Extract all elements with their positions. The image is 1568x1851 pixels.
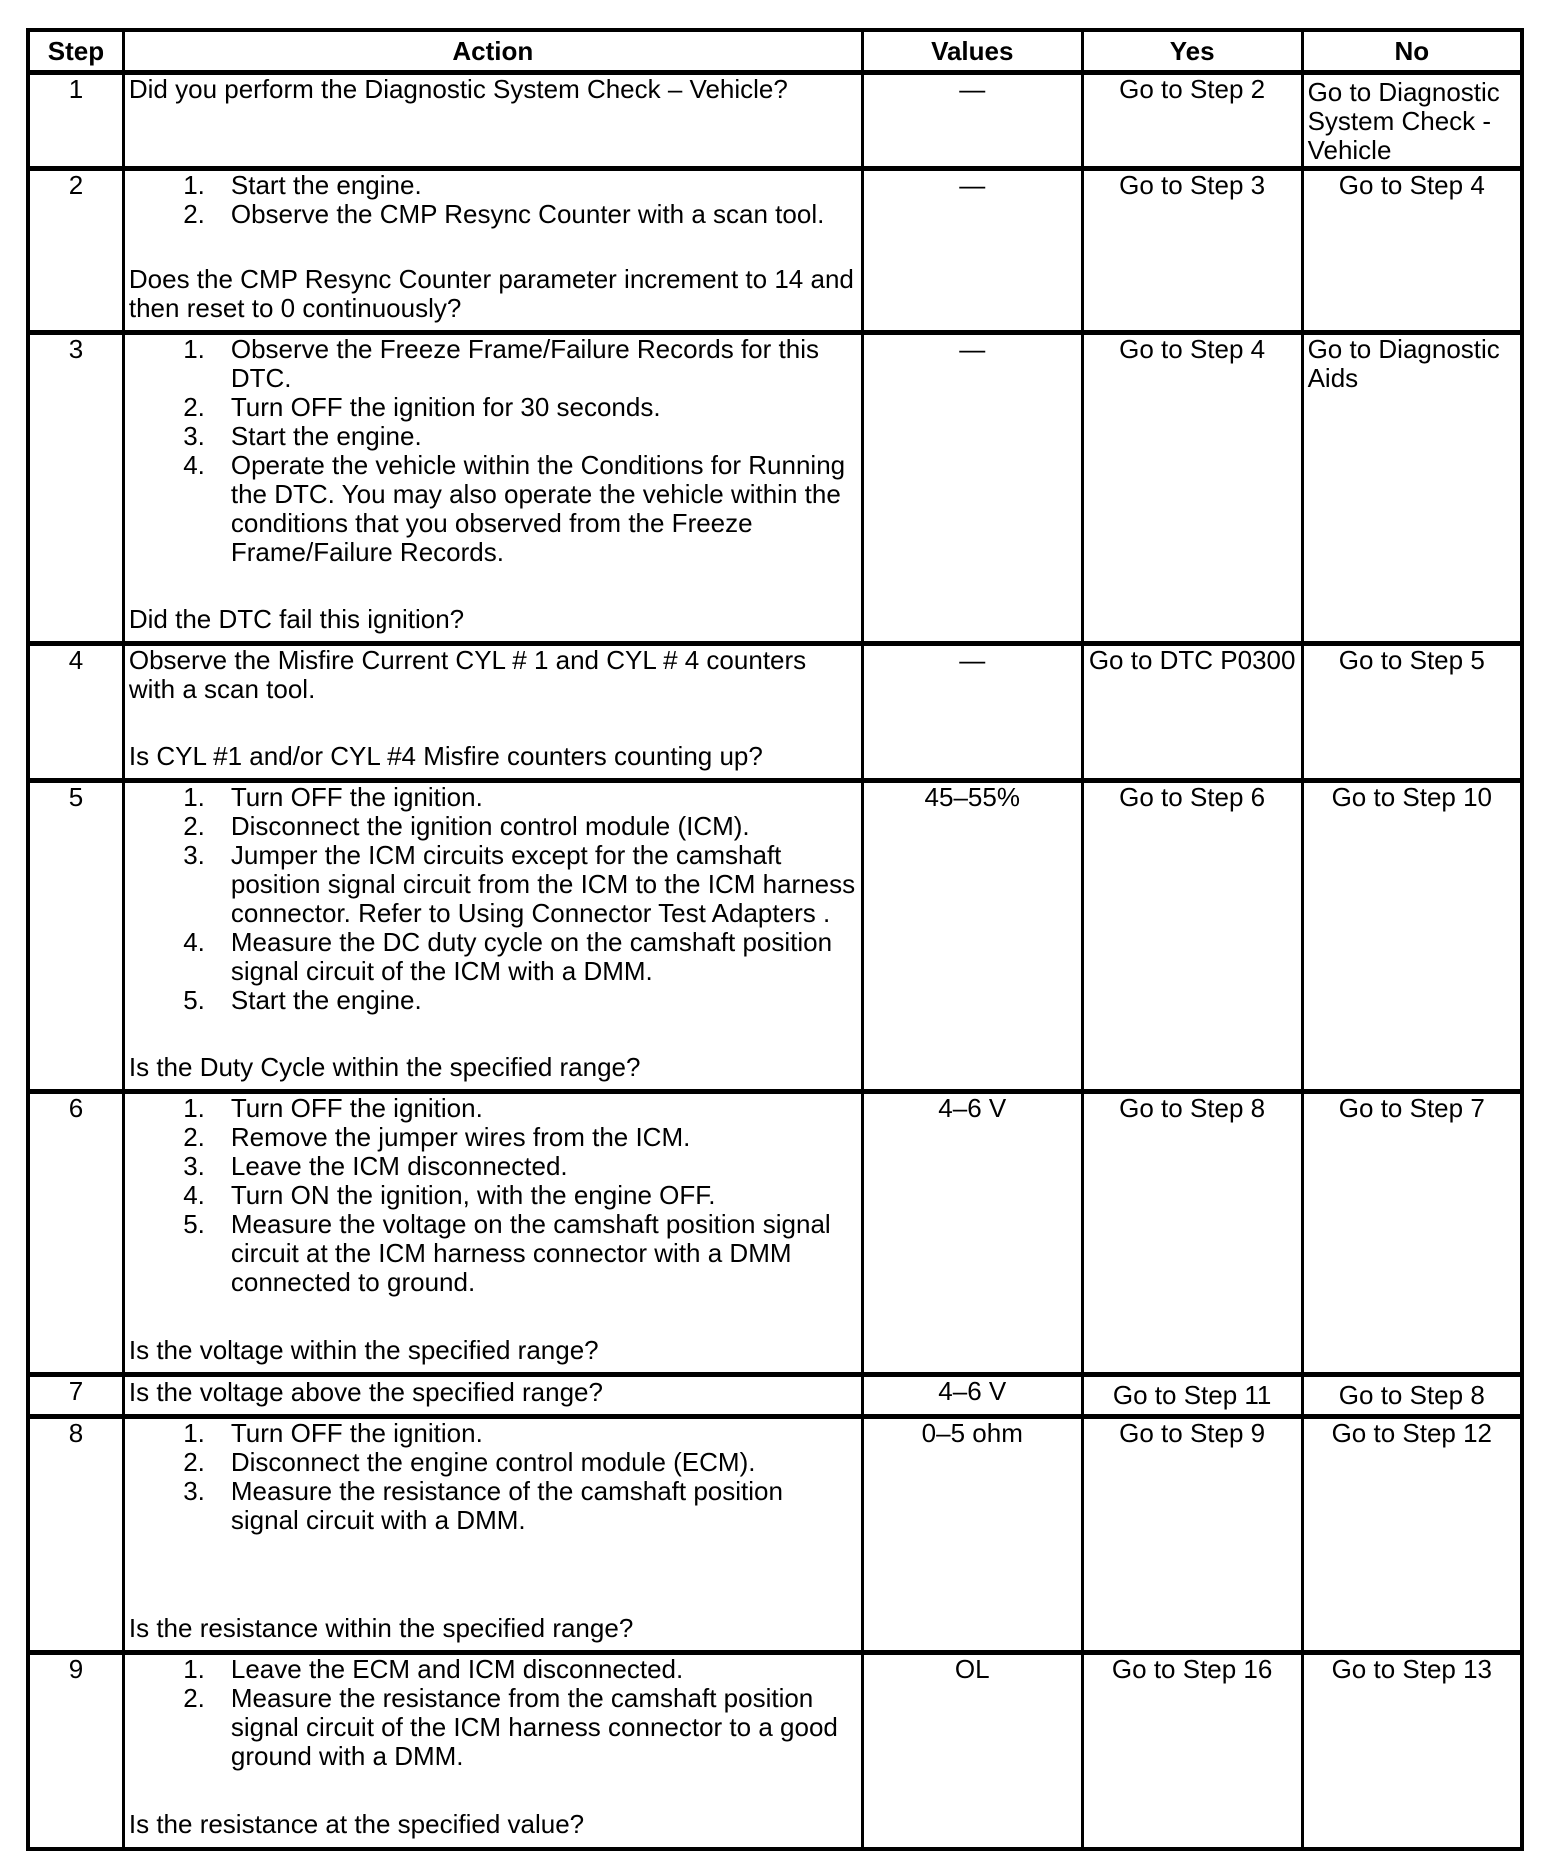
action-steps-list bbox=[129, 171, 857, 229]
action-cell bbox=[123, 1375, 862, 1417]
step-item-text: Turn OFF the ignition. bbox=[230, 1418, 483, 1448]
yes-cell: Go to Step 3 bbox=[1082, 169, 1302, 333]
step-item-text: Jumper the ICM circuits except for the camshaft position signal circuit from the ICM to the ICM harness connector. Refer to Using Connector Test Adapters . bbox=[230, 840, 856, 928]
action-question: Is the voltage above the specified range? bbox=[128, 1376, 603, 1407]
step-item-text: Observe the CMP Resync Counter with a scan tool. bbox=[230, 199, 825, 229]
values-cell: 4–6 V bbox=[862, 1092, 1082, 1375]
step-item-text: Start the engine. bbox=[230, 421, 422, 451]
step-item-number: 5. bbox=[183, 985, 205, 1015]
list-item bbox=[129, 1684, 857, 1771]
no-cell: Go to Step 5 bbox=[1302, 644, 1522, 781]
table-row bbox=[28, 781, 1522, 1092]
values-cell: — bbox=[862, 73, 1082, 169]
step-item-text: Measure the DC duty cycle on the camshaft position signal circuit of the ICM with a DMM. bbox=[230, 927, 833, 986]
list-item bbox=[129, 986, 857, 1015]
diagnostic-table-sheet bbox=[26, 28, 1524, 1851]
action-cell bbox=[123, 169, 862, 333]
action-cell bbox=[123, 1653, 862, 1849]
values-cell: 45–55% bbox=[862, 781, 1082, 1092]
step-item-number: 4. bbox=[183, 927, 205, 957]
list-item bbox=[129, 171, 857, 200]
header-values: Values bbox=[862, 30, 1082, 73]
step-item-number: 1. bbox=[183, 170, 205, 200]
list-item bbox=[129, 1094, 857, 1123]
list-item bbox=[129, 1419, 857, 1448]
step-number: 7 bbox=[28, 1375, 123, 1417]
step-item-text: Leave the ECM and ICM disconnected. bbox=[230, 1654, 684, 1684]
step-item-number: 4. bbox=[183, 450, 205, 480]
table-row bbox=[28, 1653, 1522, 1849]
yes-cell: Go to Step 9 bbox=[1082, 1417, 1302, 1653]
step-number: 3 bbox=[28, 333, 123, 644]
action-question: Did the DTC fail this ignition? bbox=[128, 604, 465, 634]
step-item-number: 2. bbox=[183, 1447, 205, 1477]
list-item bbox=[129, 451, 857, 567]
action-steps-list bbox=[129, 1655, 857, 1771]
table-row bbox=[28, 1417, 1522, 1653]
step-number: 6 bbox=[28, 1092, 123, 1375]
action-steps-list bbox=[129, 783, 857, 1015]
action-question: Is the Duty Cycle within the specified range? bbox=[128, 1052, 641, 1082]
table-row bbox=[28, 333, 1522, 644]
list-item bbox=[129, 841, 857, 928]
step-item-text: Start the engine. bbox=[230, 170, 422, 200]
table-row bbox=[28, 1375, 1522, 1417]
step-item-number: 1. bbox=[183, 1093, 205, 1123]
step-item-number: 3. bbox=[183, 421, 205, 451]
step-item-text: Disconnect the ignition control module (ICM). bbox=[230, 811, 750, 841]
action-cell bbox=[123, 333, 862, 644]
step-item-text: Measure the resistance from the camshaft position signal circuit of the ICM harness connector to a good ground with a DMM. bbox=[230, 1683, 838, 1771]
step-item-number: 4. bbox=[183, 1180, 205, 1210]
step-item-text: Turn OFF the ignition. bbox=[230, 782, 483, 812]
step-number: 9 bbox=[28, 1653, 123, 1849]
list-item bbox=[129, 1123, 857, 1152]
list-item bbox=[129, 422, 857, 451]
step-item-text: Start the engine. bbox=[230, 985, 422, 1015]
action-steps-list bbox=[129, 335, 857, 567]
step-item-number: 3. bbox=[183, 1151, 205, 1181]
step-item-text: Turn OFF the ignition for 30 seconds. bbox=[230, 392, 661, 422]
step-item-number: 1. bbox=[183, 782, 205, 812]
no-cell: Go to Diagnostic Aids bbox=[1302, 333, 1522, 644]
no-cell: Go to Step 4 bbox=[1302, 169, 1522, 333]
step-item-text: Remove the jumper wires from the ICM. bbox=[230, 1122, 691, 1152]
action-steps-list bbox=[129, 1419, 857, 1535]
values-cell: — bbox=[862, 169, 1082, 333]
list-item bbox=[129, 928, 857, 986]
yes-cell: Go to DTC P0300 bbox=[1082, 644, 1302, 781]
step-item-number: 1. bbox=[183, 1418, 205, 1448]
table-row bbox=[28, 644, 1522, 781]
step-item-number: 2. bbox=[183, 199, 205, 229]
no-cell: Go to Diagnostic System Check - Vehicle bbox=[1302, 73, 1522, 169]
no-cell: Go to Step 13 bbox=[1302, 1653, 1522, 1849]
values-cell: 4–6 V bbox=[862, 1375, 1082, 1417]
list-item bbox=[129, 1448, 857, 1477]
list-item bbox=[129, 783, 857, 812]
action-cell bbox=[123, 1092, 862, 1375]
no-cell: Go to Step 10 bbox=[1302, 781, 1522, 1092]
list-item bbox=[129, 335, 857, 393]
action-question: Is the voltage within the specified range? bbox=[128, 1335, 599, 1365]
list-item bbox=[129, 393, 857, 422]
step-item-text: Measure the resistance of the camshaft position signal circuit with a DMM. bbox=[230, 1476, 783, 1535]
step-item-number: 2. bbox=[183, 1683, 205, 1713]
header-step: Step bbox=[28, 30, 123, 73]
action-cell bbox=[123, 73, 862, 169]
action-question: Is CYL #1 and/or CYL #4 Misfire counters counting up? bbox=[128, 741, 763, 771]
step-item-text: Operate the vehicle within the Conditions for Running the DTC. You may also operate the vehicle within the conditions that you observed from the Freeze Frame/Failure Records. bbox=[230, 450, 846, 567]
step-item-number: 5. bbox=[183, 1209, 205, 1239]
step-number: 4 bbox=[28, 644, 123, 781]
action-intro: Observe the Misfire Current CYL # 1 and CYL # 4 counters with a scan tool. bbox=[128, 645, 807, 704]
step-item-number: 1. bbox=[183, 1654, 205, 1684]
no-cell: Go to Step 12 bbox=[1302, 1417, 1522, 1653]
yes-cell: Go to Step 8 bbox=[1082, 1092, 1302, 1375]
step-item-text: Observe the Freeze Frame/Failure Records for this DTC. bbox=[230, 334, 819, 393]
action-question: Did you perform the Diagnostic System Check – Vehicle? bbox=[128, 74, 788, 104]
header-yes: Yes bbox=[1082, 30, 1302, 73]
step-item-text: Measure the voltage on the camshaft position signal circuit at the ICM harness connector with a DMM connected to ground. bbox=[230, 1209, 831, 1297]
action-question: Is the resistance within the specified range? bbox=[128, 1613, 634, 1643]
no-cell: Go to Step 7 bbox=[1302, 1092, 1522, 1375]
step-item-number: 2. bbox=[183, 392, 205, 422]
step-number: 2 bbox=[28, 169, 123, 333]
list-item bbox=[129, 200, 857, 229]
step-item-text: Turn OFF the ignition. bbox=[230, 1093, 483, 1123]
step-item-number: 3. bbox=[183, 1476, 205, 1506]
yes-cell: Go to Step 2 bbox=[1082, 73, 1302, 169]
diagnostic-table bbox=[26, 28, 1524, 1851]
action-cell bbox=[123, 1417, 862, 1653]
yes-cell: Go to Step 11 bbox=[1082, 1375, 1302, 1417]
yes-cell: Go to Step 6 bbox=[1082, 781, 1302, 1092]
yes-cell: Go to Step 4 bbox=[1082, 333, 1302, 644]
values-cell: OL bbox=[862, 1653, 1082, 1849]
step-item-text: Turn ON the ignition, with the engine OFF. bbox=[230, 1180, 716, 1210]
step-number: 1 bbox=[28, 73, 123, 169]
list-item bbox=[129, 1181, 857, 1210]
action-cell bbox=[123, 781, 862, 1092]
list-item bbox=[129, 1210, 857, 1297]
step-item-number: 3. bbox=[183, 840, 205, 870]
step-number: 5 bbox=[28, 781, 123, 1092]
values-cell: — bbox=[862, 333, 1082, 644]
yes-cell: Go to Step 16 bbox=[1082, 1653, 1302, 1849]
action-question: Is the resistance at the specified value? bbox=[128, 1809, 585, 1839]
table-row bbox=[28, 1092, 1522, 1375]
table-row bbox=[28, 169, 1522, 333]
action-question: Does the CMP Resync Counter parameter increment to 14 and then reset to 0 continuously? bbox=[128, 264, 854, 323]
list-item bbox=[129, 1152, 857, 1181]
list-item bbox=[129, 1477, 857, 1535]
step-item-number: 1. bbox=[183, 334, 205, 364]
action-cell bbox=[123, 644, 862, 781]
step-number: 8 bbox=[28, 1417, 123, 1653]
step-item-number: 2. bbox=[183, 811, 205, 841]
action-steps-list bbox=[129, 1094, 857, 1297]
step-item-text: Disconnect the engine control module (ECM). bbox=[230, 1447, 756, 1477]
values-cell: 0–5 ohm bbox=[862, 1417, 1082, 1653]
header-action: Action bbox=[123, 30, 862, 73]
list-item bbox=[129, 812, 857, 841]
table-row bbox=[28, 73, 1522, 169]
step-item-number: 2. bbox=[183, 1122, 205, 1152]
header-row bbox=[28, 30, 1522, 73]
header-no: No bbox=[1302, 30, 1522, 73]
no-cell: Go to Step 8 bbox=[1302, 1375, 1522, 1417]
step-item-text: Leave the ICM disconnected. bbox=[230, 1151, 568, 1181]
values-cell: — bbox=[862, 644, 1082, 781]
list-item bbox=[129, 1655, 857, 1684]
